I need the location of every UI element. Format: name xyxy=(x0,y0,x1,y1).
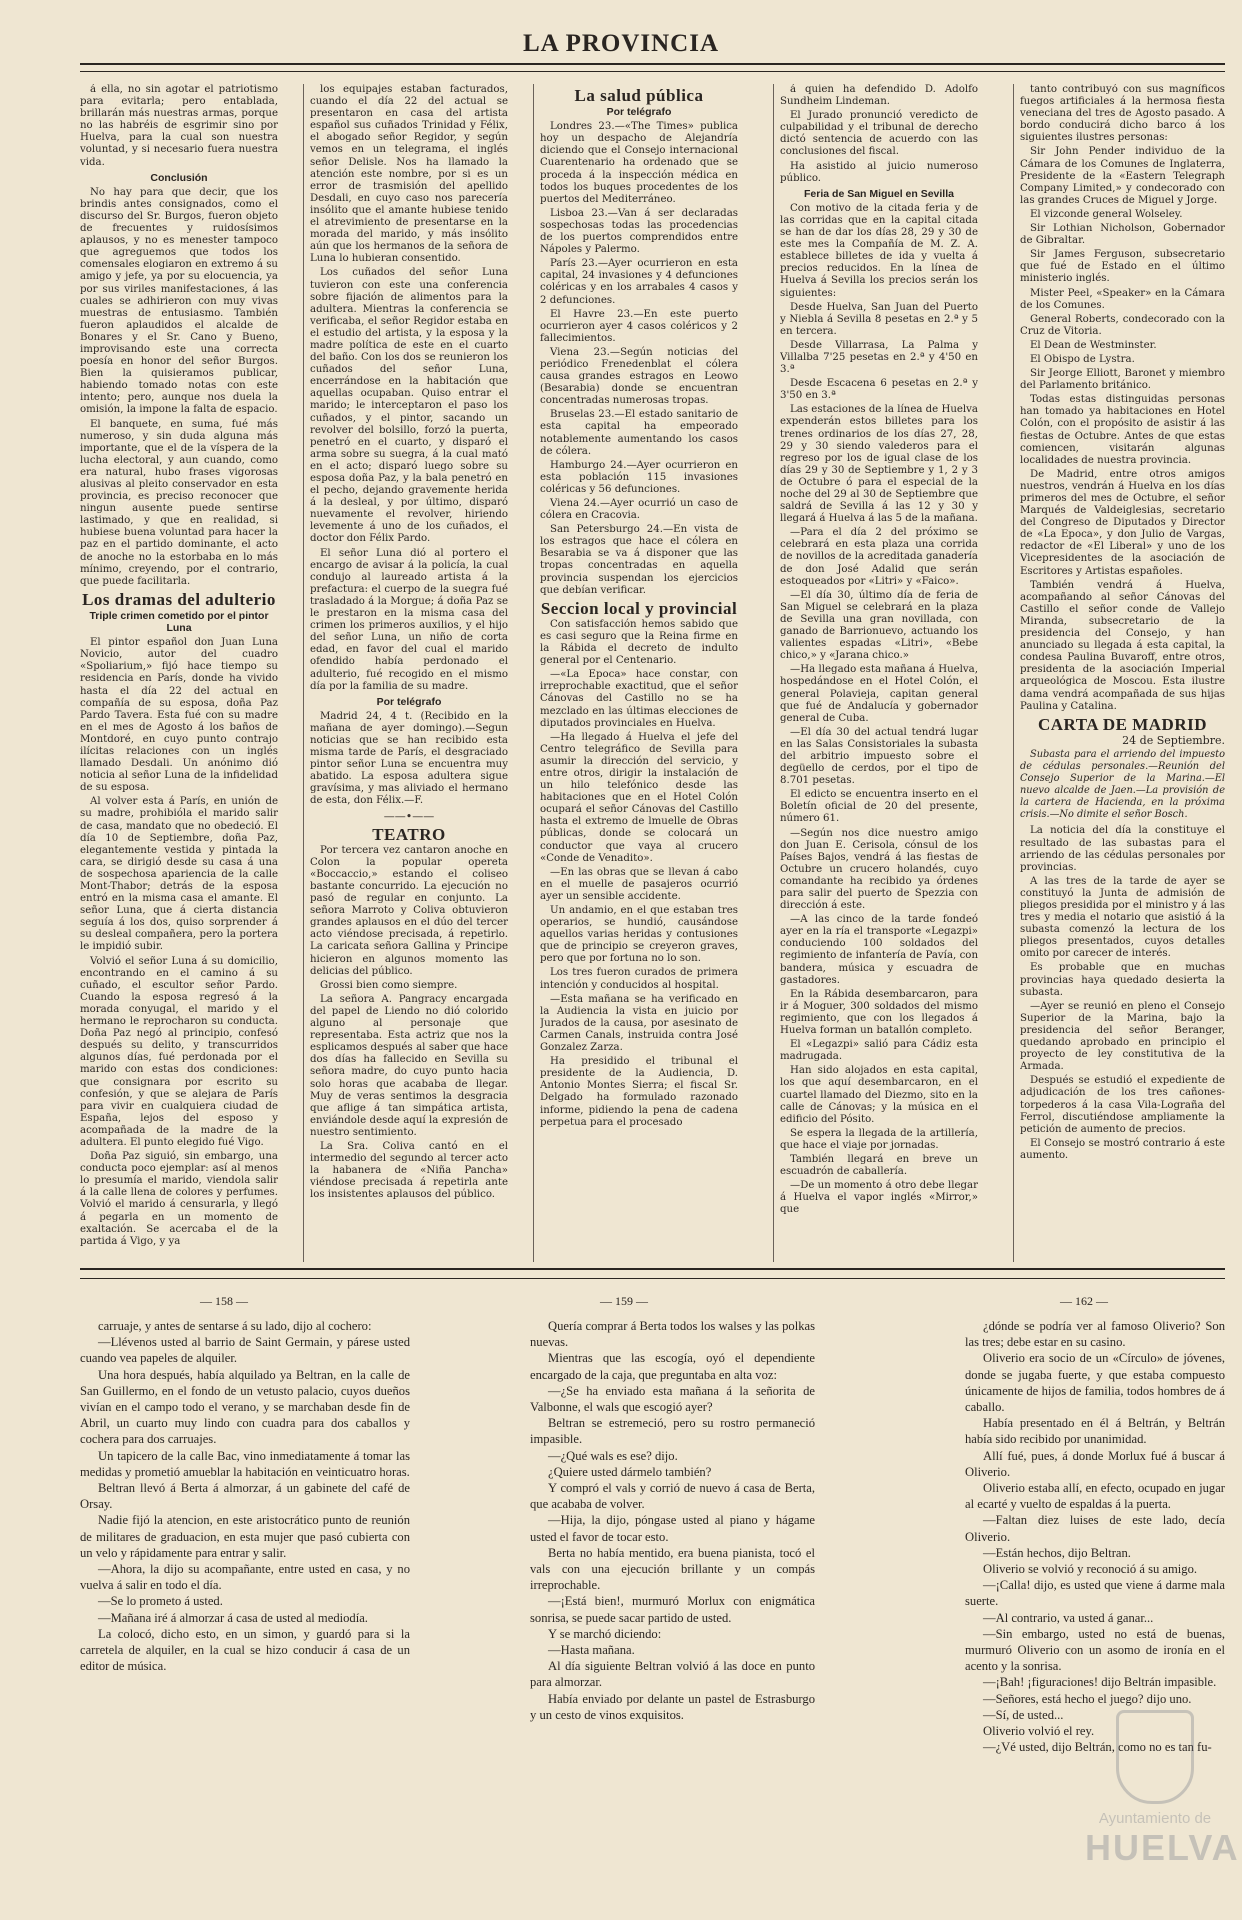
paragraph: La señora A. Pangracy encargada del papel de Liendo no dió colorido alguno al personaje que representaba. Esta actriz que nos la esplicamos después al saber que hace dos días ha fallecido en Sevilla su señora madre, do cuyo punto hacia solo horas que acababa de llegar. Muy de veras sentimos la desgracia que aflige á tan simpática artista, enviándole desde aquí la expresión de nuestro sentimiento. xyxy=(310,993,508,1138)
crest-icon xyxy=(1116,1710,1194,1804)
section-heading: La salud pública xyxy=(574,86,704,105)
paragraph: Londres 23.—«The Times» publica hoy un despacho de Alejandría diciendo que el Consejo internacional Cuarentenario ha ordenado que se proceda á la inspección médica en todos los buques procedentes de los puertos del Mediterráneo. xyxy=(540,121,738,205)
paragraph: San Petersburgo 24.—En vista de los estragos que hace el cólera en Besarabia se va á disponer que las tropas concentradas en aquella provincia suspendan los ejercicios que debían verificar. xyxy=(540,524,738,596)
paragraph: Allí fué, pues, á donde Morlux fué á buscar á Oliverio. xyxy=(965,1448,1225,1479)
paragraph: El vizconde general Wolseley. xyxy=(1030,208,1183,220)
section-heading: CARTA DE MADRID xyxy=(1037,714,1208,734)
paragraph: Mientras que las escogía, oyó el dependiente encargado de la caja, que preguntaba en alta voz: xyxy=(530,1351,815,1382)
paragraph: tanto contribuyó con sus magníficos fuegos artificiales á la hermosa fiesta veneciana del tres de Agosto pasado. A bordo conducirá dicho barco á los siguientes ilustres personas: xyxy=(1020,84,1225,144)
paragraph: También llegará en breve un escuadrón de caballería. xyxy=(780,1153,978,1178)
paragraph: Grossi bien como siempre. xyxy=(320,979,458,991)
feuilleton-column-left xyxy=(80,1318,410,1888)
paragraph: —Al contrario, va usted á ganar... xyxy=(983,1610,1154,1625)
paragraph: El señor Luna dió al portero el encargo de avisar á la policía, la cual condujo al laureado artista á la prefactura: el cuerpo de la suegra fué trasladado á la Morgue; á doña Paz se le prestaron en la misma casa del crimen los primeros auxilios, y el hijo del señor Luna, un niño de corta edad, en favor del cual el marido ofendido había perdonado el adulterio, fué recogido en el mismo día por la familia de su madre. xyxy=(310,547,508,692)
column-divider xyxy=(533,84,534,1262)
paragraph: Y compró el vals y corrió de nuevo á casa de Berta, que acababa de volver. xyxy=(530,1481,815,1512)
paragraph: Todas estas distinguidas personas han tomado ya habitaciones en Hotel Colón, con el propósito de asistir á las fiestas de Octubre. Antes de que estas comiencen, visitarán algunas localidades de nuestra provincia. xyxy=(1020,394,1225,466)
masthead-rule xyxy=(80,63,1225,72)
column-5 xyxy=(1020,84,1225,1262)
paragraph: Hamburgo 24.—Ayer ocurrieron en esta población 115 invasiones coléricas y 56 defunciones. xyxy=(540,459,738,495)
paragraph: —El día 30 del actual tendrá lugar en las Salas Consistoriales la subasta del arbitrio impuesto sobre el degüello de cerdos, por el tipo de 8.701 pesetas. xyxy=(780,726,978,787)
paragraph: Los tres fueron curados de primera intención y conducidos al hospital. xyxy=(540,967,738,991)
paragraph: —Hasta mañana. xyxy=(548,1643,635,1658)
column-2 xyxy=(310,84,508,1262)
paragraph: Oliverio se volvió y reconoció á su amigo. xyxy=(983,1562,1198,1577)
paragraph: El «Legazpi» salió para Cádiz esta madrugada. xyxy=(780,1039,978,1063)
paragraph: Beltran se estremeció, pero su rostro permaneció impasible. xyxy=(530,1416,815,1447)
paragraph: De Madrid, entre otros amigos nuestros, vendrán á Huelva en los días primeros del mes de Octubre, el señor Marqués de Valdeiglesias, secretario del Congreso de Diputados y Director de «La Epoca», y don Julio de Vargas, redactor de «El Liberal» y uno de los Vicepresidentes de la asociación de Escritores y Artistas españoles. xyxy=(1020,468,1225,577)
subsection-heading: Conclusión xyxy=(150,171,208,184)
feuilleton-column-middle xyxy=(530,1318,815,1888)
paragraph: El Obispo de Lystra. xyxy=(1030,353,1135,365)
paragraph: Sir Jeorge Elliott, Baronet y miembro del Parlamento británico. xyxy=(1020,368,1225,392)
paragraph: —Para el día 2 del próximo se celebrará en esta plaza una corrida de novillos de la acreditada ganadería de don José Adalid que serán estoqueados por «Litri» y «Faico». xyxy=(780,527,978,587)
dateline: 24 de Septiembre. xyxy=(1122,733,1225,747)
divider-flourish: ——•—— xyxy=(383,809,435,823)
paragraph: —Ayer se reunió en pleno el Consejo Superior de la Marina, bajo la presidencia del señor Beranger, quedando aprobado en principio el proyecto de ley constitutiva de la Armada. xyxy=(1020,1000,1225,1073)
paragraph: —Hija, la dijo, póngase usted al piano y hágame usted el favor de tocar esto. xyxy=(530,1513,815,1544)
paragraph: —¡Calla! dijo, es usted que viene á darme mala suerte. xyxy=(965,1578,1225,1609)
paragraph: También vendrá á Huelva, acompañando al señor Cánovas del Castillo el señor conde de Vallejo Miranda, subsecretario de la presidencia del Consejo, y han anunciado su llegada á esta capital, la condesa Paulina Buvaroff, entre otros, presidenta de la asociación Imperial arqueológica de Moscou. Esta ilustre dama vendrá acompañada de sus hijas Paulina y Catalina. xyxy=(1020,579,1225,712)
paragraph: Después se estudió el expediente de adjudicación de los tres cañones-torpederos á la casa Vila-Lograña del Ferrol, discutiéndose ampliamente la petición de aumento de precios. xyxy=(1020,1075,1225,1135)
paragraph: —Sin embargo, usted no está de buenas, murmuró Oliverio con un asomo de ironía en el acento y la sonrisa. xyxy=(965,1626,1225,1674)
paragraph: —¡Bah! ¡figuraciones! dijo Beltrán impasible. xyxy=(983,1675,1217,1690)
paragraph: Mister Peel, «Speaker» en la Cámara de los Comunes. xyxy=(1020,287,1225,311)
paragraph: Al volver esta á París, en unión de su madre, prohibióla el marido salir de casa, mandato que no obedeció. El día 10 de Septiembre, doña Paz, elegantemente vestida y pintada la cara, se dirigió desde su casa á una de sospechosa apariencia de la calle Mont-Thabor; detrás de la esposa entró en la misma casa el amante. El señor Luna, que á cierta distancia seguía á los dos, quiso sorprender á su desleal compañera, pero la portera le impidió subir. xyxy=(80,796,278,953)
column-1 xyxy=(80,84,278,1262)
paragraph: Había enviado por delante un pastel de Estrasburgo y un cesto de vinos exquisitos. xyxy=(530,1691,815,1722)
paragraph: Quería comprar á Berta todos los walses y las polkas nuevas. xyxy=(530,1319,815,1350)
paragraph: —Se lo prometo á usted. xyxy=(98,1594,223,1609)
paragraph: á ella, no sin agotar el patriotismo para evitarla; pero entablada, brillarán más nuestras armas, porque no las habréis de esgrimir sino por Huelva, para la cual son nuestra voluntad, y si necesario fuera nuestra vida. xyxy=(80,84,278,168)
column-divider xyxy=(773,84,774,1262)
section-heading: Los dramas del adulterio xyxy=(82,589,276,609)
masthead: LA PROVINCIA xyxy=(522,30,720,57)
paragraph: carruaje, y antes de sentarse á su lado, dijo al cochero: xyxy=(98,1319,372,1333)
subsection-heading: Por telégrafo xyxy=(376,695,442,708)
paragraph: El banquete, en suma, fué más numeroso, y sin duda alguna más importante, que el de la víspera de la lucha electoral, y aun cuando, como era natural, hubo frases vigorosas alusivas al pleito conservador en esta provincia, es preciso reconocer que ningun ausente puede sentirse lastimado, y que en realidad, si hubiese buena voluntad para hacer la paz en el partido dominante, el acto de anoche no la estorbaba en lo más mínimo, creyendo, por el contrario, que puede facilitarla. xyxy=(80,418,278,587)
paragraph: Doña Paz siguió, sin embargo, una conducta poco ejemplar: así al menos lo presumía el marido, viendola salir á la calle llena de colores y perfumes. Volvió el marido á censurarla, y llegó á pegarla en un momento de exaltación. Se acercaba el de la partida á Vigo, y ya xyxy=(80,1151,278,1247)
archive-watermark xyxy=(1085,1710,1240,1910)
paragraph: Beltran llevó á Berta á almorzar, á un gabinete del café de Orsay. xyxy=(80,1481,410,1512)
paragraph: —A las cinco de la tarde fondeó ayer en la ría el transporte «Legazpi» conduciendo 100 soldados del regimiento de infantería de Pavía, con bandera, música y escuadra de gastadores. xyxy=(780,914,978,986)
paragraph: —Están hechos, dijo Beltran. xyxy=(983,1545,1131,1560)
subsection-heading: Triple crimen cometido por el pintor Luna xyxy=(89,609,269,635)
paragraph: —Mañana iré á almorzar á casa de usted al mediodía. xyxy=(98,1610,368,1625)
paragraph: Bruselas 23.—El estado sanitario de esta capital ha empeorado notablemente aumentando los casos de cólera. xyxy=(540,409,738,457)
paragraph: A las tres de la tarde de ayer se constituyó la Junta de admisión de pliegos presidida por el ministro y á las tres y media el notario que asistió á la subasta comenzó la lectura de los pliegos presentados, cuyos detalles omito por carecer de interés. xyxy=(1020,875,1225,960)
column-divider xyxy=(303,84,304,1262)
paragraph: Viena 23.—Según noticias del periódico Frenedenblat el cólera causa grandes estragos en Leowo (Besarabia) donde se encuentran concentradas numerosas tropas. xyxy=(540,346,738,407)
paragraph: No hay para que decir, que los brindis antes consignados, como el discurso del Sr. Burgos, fueron objeto de frecuentes y ruidosísimos aplausos, y no es menester tampoco que agreguemos que todos los comensales elogiaron en extremo á su amigo y jefe, ya por su elocuencia, ya por sus viriles manifestaciones, á las cuales se adhirieron con muy vivas muestras de entusiasmo. También fueron aplaudidos el alcalde de Bonares y el Sr. Cano y Bueno, improvisando este una correcta poesía en honor del señor Burgos. Bien la quisieramos publicar, habiendo tomado notas con este intento; pero, aunque nos duela la omisión, la impone la falta de espacio. xyxy=(80,186,278,416)
paragraph: Se espera la llegada de la artillería, que hace el viaje por jornadas. xyxy=(780,1127,978,1151)
paragraph: á quien ha defendido D. Adolfo Sundheim Lindeman. xyxy=(780,84,978,108)
paragraph: El Havre 23.—En este puerto ocurrieron ayer 4 casos coléricos y 2 fallecimientos. xyxy=(540,308,738,344)
paragraph: Y se marchó diciendo: xyxy=(548,1626,662,1641)
paragraph: —Ha llegado á Huelva el jefe del Centro telegráfico de Sevilla para asumir la dirección del servicio, y entre otros, dirigir la instalación de un hilo telefónico desde las habitaciones que en el Hotel Colón ocupará el señor Cánovas del Castillo hasta el extremo de lmuelle de Obras públicas, donde se colocará un conductor que vaya al crucero «Conde de Venadito». xyxy=(540,731,738,864)
paragraph: La Sra. Coliva cantó en el intermedio del segundo al tercer acto la habanera de «Niña Pancha» viéndose precisada á repetirla ante los insistentes aplausos del público. xyxy=(310,1140,508,1201)
paragraph: los equipajes estaban facturados, cuando el día 22 del actual se presentaron en casa del artista español sus cuñados Trinidad y Félix, el abogado señor Regidor, y según vemos en un telegrama, el inglés señor Delisle. Nos ha llamado la atención este nombre, por si es un error de trasmisión del apellido Desdali, en cuyo caso nos parecería insólito que el amante hubiese tenido el atrevimiento de presentarse en la morada del marido, y más insólito aún que los hermanos de la señora de Luna lo hubieran consentido. xyxy=(310,84,508,265)
paragraph: Oliverio estaba allí, en efecto, ocupado en jugar al ecarté y vuelto de espaldas á la puerta. xyxy=(965,1481,1225,1512)
feuilleton-rule xyxy=(80,1268,1225,1270)
paragraph: Había presentado en él á Beltrán, y Beltrán había sido recibido por unanimidad. xyxy=(965,1416,1225,1447)
paragraph: Por tercera vez cantaron anoche en Colon la popular opereta «Boccaccio,» estando el coliseo bastante concurrido. La ejecución no pasó de regular en conjunto. La señora Marroto y Coliva obtuvieron grandes aplausos en el dúo del tercer acto viéndose precisada, á repetirlo. La caricata señora Gallina y Principe hicieron en algunos momento las delicias del público. xyxy=(310,844,508,977)
paragraph: El Dean de Westminster. xyxy=(1030,339,1157,351)
paragraph: La colocó, dicho esto, en un simon, y guardó para si la carretela de alquiler, en la cual se hizo conducir á casa de un editor de música. xyxy=(80,1626,410,1674)
paragraph: Sir James Ferguson, subsecretario que fué de Estado en el último ministerio inglés. xyxy=(1020,249,1225,285)
paragraph: —Señores, está hecho el juego? dijo uno. xyxy=(983,1691,1192,1706)
paragraph: —¡Está bien!, murmuró Morlux con enigmática sonrisa, se puede sacar partido de usted. xyxy=(530,1594,815,1625)
paragraph: Ha asistido al juicio numeroso público. xyxy=(780,160,978,184)
paragraph: Es probable que en muchas provincias haya quedado desierta la subasta. xyxy=(1020,962,1225,998)
paragraph: Lisboa 23.—Van á ser declaradas sospechosas todas las procedencias de los puertos comprendidos entre Nápoles y Palermo. xyxy=(540,207,738,256)
paragraph: —El día 30, último día de feria de San Miguel se celebrará en la plaza de Sevilla una gran novillada, con ganado de Barrionuevo, actuando los valientes espadas «Litri», «Bebe chico,» y «Jarana chico.» xyxy=(780,589,978,662)
paragraph: —Ha llegado esta mañana á Huelva, hospedándose en el Hotel Colón, el general Polavieja, capitan general que fué de Andalucía y gobernador general de Cuba. xyxy=(780,664,978,724)
page-number: — 162 — xyxy=(1060,1294,1108,1308)
paragraph: Un andamio, en el que estaban tres operarios, se hundió, causándose aquellos varias heridas y contusiones que de principio se creyeron graves, pero que por fortuna no lo son. xyxy=(540,905,738,965)
paragraph: Con motivo de la citada feria y de las corridas que en la capital citada se han de dar los días 28, 29 y 30 de este mes la Compañía de M. Z. A. establece billetes de ida y vuelta á precios reducidos. En la línea de Huelva á Sevilla los precios serán los siguientes: xyxy=(780,202,978,299)
subsection-heading: Feria de San Miguel en Sevilla xyxy=(804,187,954,200)
paragraph: Un tapicero de la calle Bac, vino inmediatamente á tomar las medidas y prometió amueblar la habitación en veinticuatro horas. xyxy=(80,1448,410,1479)
paragraph: Oliverio era socio de un «Círculo» de jóvenes, donde se jugaba fuerte, y que estaba compuesto únicamente de hijos de familia, todos hombres de á caballo. xyxy=(965,1351,1225,1415)
paragraph: El Consejo se mostró contrario á este aumento. xyxy=(1020,1137,1225,1161)
column-divider xyxy=(1013,84,1014,1262)
section-heading: TEATRO xyxy=(372,824,446,844)
watermark-line-2: HUELVA xyxy=(1085,1827,1240,1868)
paragraph: Desde Escacena 6 pesetas en 2.ª y 3'50 en 3.ª xyxy=(780,378,978,402)
paragraph: Las estaciones de la línea de Huelva expenderán estos billetes para los trenes ordinarios de los días 27, 28, 29 y 30 siendo valederos para el regreso por los de igual clase de los días 29 y 30 de Septiembre y 1, 2 y 3 de Octubre ó para el especial de la noche del 29 al 30 de Septiembre que saldrá de Sevilla á las 12 y 30 y llegará á Huelva á las 5 de la mañana. xyxy=(780,404,978,525)
paragraph: El Jurado pronunció veredicto de culpabilidad y el tribunal de derecho dictó sentencia de acuerdo con las conclusiones del fiscal. xyxy=(780,110,978,158)
paragraph: París 23.—Ayer ocurrieron en esta capital, 24 invasiones y 4 defunciones coléricas y en los arrabales 4 casos y 2 defunciones. xyxy=(540,258,738,306)
paragraph: Madrid 24, 4 t. (Recibido en la mañana de ayer domingo).—Segun noticias que se han recibido esta misma tarde de París, el desgraciado pintor señor Luna se encuentra muy abatido. La esposa adultera sigue gravísima, y mas aliviado el hermano de esta, don Félix.—F. xyxy=(310,710,508,807)
paragraph: —¿Se ha enviado esta mañana á la señorita de Valbonne, el wals que escogió ayer? xyxy=(530,1383,815,1415)
paragraph: —Según nos dice nuestro amigo don Juan E. Cerisola, cónsul de los Países Bajos, vendrá á las fiestas de Octubre un crucero holandés, cuyo comandante ha recibido ya órdenes para salir del puerto de Spezzia con dirección á este. xyxy=(780,827,978,912)
paragraph: Nadie fijó la atencion, en este aristocrático punto de reunión de militares de graduacion, en esta mujer que pasó cubierta con un velo y rápidamente para entrar y salir. xyxy=(80,1513,410,1560)
paragraph: Al día siguiente Beltran volvió á las doce en punto para almorzar. xyxy=(530,1659,815,1690)
paragraph: —En las obras que se llevan á cabo en el muelle de pasajeros ocurrió ayer un sensible accidente. xyxy=(540,866,738,902)
paragraph: —Sí, de usted... xyxy=(983,1707,1064,1722)
paragraph: ¿dónde se podría ver al famoso Oliverio? Son las tres; debe estar en su casino. xyxy=(965,1319,1225,1350)
paragraph: Una hora después, había alquilado ya Beltran, en la calle de San Guillermo, en el fondo de un vetusto palacio, cuyos dueños vivían en el campo todo el verano, y se marchaban desde fin de Abril, un cuarto muy lindo con cuadra para dos caballos y cochera para dos carruajes. xyxy=(80,1367,410,1447)
paragraph: —Llévenos usted al barrio de Saint Germain, y párese usted cuando vea papeles de alquiler. xyxy=(80,1335,410,1366)
paragraph: Viena 24.—Ayer ocurrió un caso de cólera en Cracovia. xyxy=(540,498,738,522)
summary: Subasta para el arriendo del impuesto de cédulas personales.—Reunión del Consejo Superior de la Marina.—El nuevo alcalde de Jaen.—La provisión de la cartera de Hacienda, en la próxima crisis.—No dimite el señor Bosch. xyxy=(1020,748,1225,821)
paragraph: Desde Huelva, San Juan del Puerto y Niebla á Sevilla 8 pesetas en 2.ª y 5 en tercera. xyxy=(780,301,978,337)
paragraph: En la Rábida desembarcaron, para ir á Moguer, 300 soldados del mismo regimiento, que con los llegados á Huelva forman un batallón completo. xyxy=(780,988,978,1037)
paragraph: —¿Vé usted, dijo Beltrán, como no es tan fu- xyxy=(983,1740,1212,1755)
paragraph: —Faltan diez luises de este lado, decía Oliverio. xyxy=(965,1513,1225,1544)
paragraph: Ha presidido el tribunal el presidente de la Audiencia, D. Antonio Montes Sierra; el fiscal Sr. Delgado ha formulado razonado informe, pidiendo la pena de cadena perpetua para el procesado xyxy=(540,1056,738,1128)
page-number: — 158 — xyxy=(200,1294,248,1308)
paragraph: —¿Qué wals es ese? dijo. xyxy=(548,1448,678,1463)
watermark-line-1: Ayuntamiento de xyxy=(1098,1810,1212,1827)
paragraph: Con satisfacción hemos sabido que es casi seguro que la Reina firme en la Rábida el decreto de indulto general por el Centenario. xyxy=(540,618,738,667)
paragraph: La noticia del día la constituye el resultado de las subastas para el arriendo de las cédulas personales por provincias. xyxy=(1020,825,1225,873)
paragraph: Han sido alojados en esta capital, los que aquí desembarcaron, en el cuartel llamado del Diezmo, sito en la calle de Cánovas; y la música en el edificio del Pósito. xyxy=(780,1065,978,1125)
paragraph: Volvió el señor Luna á su domicilio, encontrando en el camino á su cuñado, el escultor señor Pardo. Cuando la esposa regresó á la morada conyugal, el marido y el hermano le reprocharon su conducta. Doña Paz negó al principio, confesó después su delito, y transcurridos algunos días, fué perdonada por el marido con estas dos condiciones: que consignara por escrito su confesión, y que se alejara de París para vivir en cualquiera ciudad de España, lejos del esposo y acompañada de la madre de la adultera. El punto elegido fué Vigo. xyxy=(80,955,278,1148)
section-heading: Seccion local y provincial xyxy=(540,598,738,618)
paragraph: Los cuñados del señor Luna tuvieron con este una conferencia sobre fijación de alimentos para la adultera. Mientras la conferencia se verificaba, el señor Regidor estaba en el estudio del artista, y la esposa y la madre política de este en el cuarto del baño. Con los dos se reunieron los cuñados del señor Luna, encerrándose en la habitación que aquellas ocupaban. Quiso entrar el marido; le interceptaron el paso los cuñados, y el pintor, sacando un revolver del bolsillo, forzó la puerta, penetró en el cuarto, y disparó el arma sobre su suegra, á la cual mató en el acto; disparó luego sobre su esposa doña Paz, y la bala penetró en el pecho, dejando gravemente herida á la desleal, y por último, disparó nuevamente el revolver, hiriendo levemente á uno de los cuñados, el doctor don Félix Pardo. xyxy=(310,267,508,545)
paragraph: Oliverio volvió el rey. xyxy=(983,1724,1095,1739)
column-3 xyxy=(540,84,738,1262)
paragraph: Berta no había mentido, era buena pianista, tocó el vals con una ejecución brillante y un compás irreprochable. xyxy=(530,1545,815,1593)
paragraph: General Roberts, condecorado con la Cruz de Vitoria. xyxy=(1020,313,1225,337)
paragraph: —Ahora, la dijo su acompañante, entre usted en casa, y no vuelva á salir en todo el día. xyxy=(80,1562,410,1593)
paragraph: Sir John Pender individuo de la Cámara de los Comunes de Inglaterra, Presidente de la «Eastern Telegraph Company Limited,» y condecorado con las grandes Cruces de Miguel y Jorge. xyxy=(1020,146,1225,206)
paragraph: Desde Villarrasa, La Palma y Villalba 7'25 pesetas en 2.ª y 4'50 en 3.ª xyxy=(780,339,978,376)
paragraph: Sir Lothian Nicholson, Gobernador de Gibraltar. xyxy=(1020,223,1225,247)
feuilleton-rule xyxy=(80,1278,1225,1279)
paragraph: El pintor español don Juan Luna Novicio, autor del cuadro «Spoliarium,» fijó hace tiempo su residencia en París, donde ha vivido hasta el día 22 del actual en compañía de su esposa, doña Paz Pardo Tavera. Esta fué con su madre en el mes de Agosto á los baños de Montdoré, en cuyo punto contrajo ilícitas relaciones con un inglés llamado Desdali. Un anónimo dió noticia al señor Luna de la infidelidad de su esposa. xyxy=(80,637,278,794)
page-number: — 159 — xyxy=(600,1294,648,1308)
paragraph: —«La Epoca» hace constar, con irreprochable exactitud, que el señor Cánovas del Castillo no se ha mezclado en las últimas elecciones de diputados provinciales en Huelva. xyxy=(540,669,738,729)
paragraph: El edicto se encuentra inserto en el Boletín oficial de 20 del presente, número 61. xyxy=(780,789,978,825)
paragraph: —Esta mañana se ha verificado en la Audiencia la vista en juicio por Jurados de la causa, por asesinato de Carmen Canals, instruida contra José Gonzalez Zarza. xyxy=(540,993,738,1054)
column-4 xyxy=(780,84,978,1262)
paragraph: ¿Quiere usted dármelo también? xyxy=(548,1464,712,1479)
subsection-heading: Por telégrafo xyxy=(606,106,672,119)
paragraph: —De un momento á otro debe llegar á Huelva el vapor inglés «Mirror,» que xyxy=(780,1180,978,1216)
